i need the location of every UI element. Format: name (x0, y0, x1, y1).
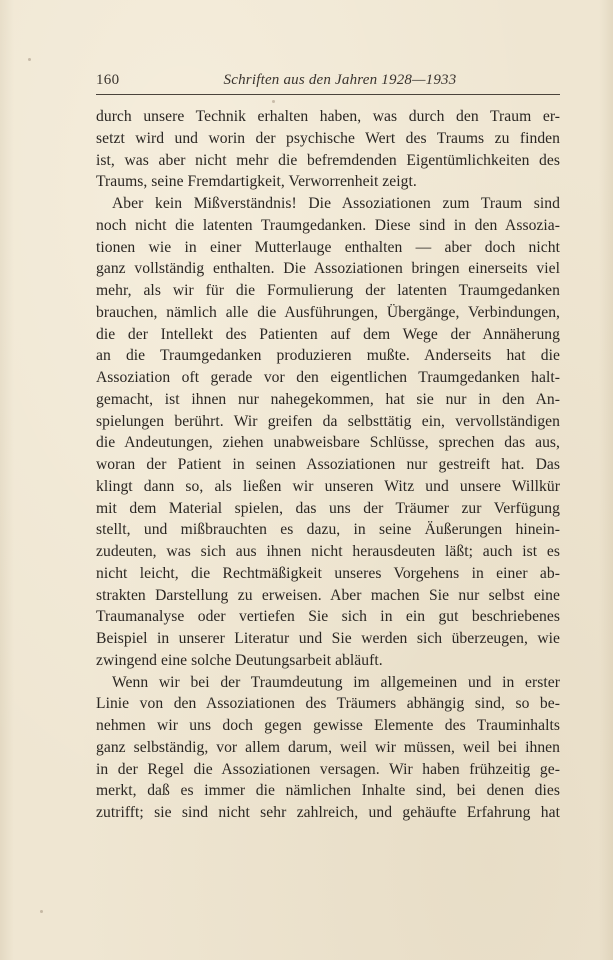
text-line: Wenn wir bei der Traumdeutung im allgemeinen und in erster (112, 673, 560, 691)
text-line: die Andeutungen, ziehen unabweisbare Schlüsse, sprechen das aus, (96, 434, 560, 452)
text-line: die der Intellekt des Patienten auf dem Wege der Annäherung (96, 325, 560, 343)
text-line: ganz selbständig, vor allem darum, weil wir müssen, weil bei ihnen (96, 738, 560, 756)
running-title: Schriften aus den Jahren 1928—1933 (223, 72, 457, 88)
text-line: stellt, und mißbrauchten es dazu, in seine Äußerungen hinein- (96, 521, 560, 539)
text-line: noch nicht die latenten Traumgedanken. Diese sind in den Assozia- (96, 216, 560, 234)
text-line: woran der Patient in seinen Assoziationen nur gestreift hat. Das (96, 456, 560, 473)
text-line: tionen wie in einer Mutterlauge enthalten — aber doch nicht (96, 238, 560, 256)
text-line: Beispiel in unserer Literatur und Sie werden sich überzeugen, wie (96, 630, 560, 647)
text-line: setzt wird und worin der psychische Wert des Traums zu finden (96, 129, 560, 147)
text-line: brauchen, nämlich alle die Ausführungen, Übergänge, Verbindungen, (96, 303, 560, 321)
text-line: an die Traumgedanken produzieren mußte. Anderseits hat die (96, 347, 560, 365)
page-number: 160 (96, 72, 120, 88)
paper-speck (28, 58, 31, 61)
text-line: klingt dann so, als ließen wir unseren Witz und unsere Willkür (96, 477, 560, 495)
text-line: zwingend eine solche Deutungsarbeit abläuft. (96, 651, 383, 669)
paragraph-2 (96, 193, 560, 672)
header-rule (96, 94, 560, 95)
paragraph-1 (96, 106, 560, 193)
text-line: zudeuten, was sich aus ihnen nicht herausdeuten läßt; auch ist es (96, 543, 560, 560)
text-line: ganz vollständig enthalten. Die Assoziationen bringen einerseits viel (96, 260, 560, 278)
text-line: nehmen wir uns doch gegen gewisse Elemente des Trauminhalts (96, 717, 560, 734)
text-line: gemacht, ist ihnen nur nahegekommen, hat sie nur in den An- (96, 390, 560, 408)
text-line: nicht leicht, die Rechtmäßigkeit unseres Vorgehens in einer ab- (96, 564, 560, 582)
text-line: mit dem Material spielen, das uns der Träumer zur Verfügung (96, 499, 560, 517)
paper-speck (272, 100, 275, 103)
text-line: durch unsere Technik erhalten haben, was durch den Traum er- (96, 108, 560, 125)
running-head (96, 70, 560, 92)
text-line: zutrifft; sie sind nicht sehr zahlreich, und gehäufte Erfahrung hat (96, 804, 560, 821)
text-line: Traumanalyse oder vertiefen Sie sich in ein gut beschriebenes (96, 608, 560, 626)
text-line: strakten Darstellung zu erweisen. Aber machen Sie nur selbst eine (96, 586, 560, 604)
paper-speck (40, 910, 43, 913)
text-line: ist, was aber nicht mehr die befremdenden Eigentümlichkeiten des (96, 151, 560, 169)
text-line: Linie von den Assoziationen des Träumers abhängig sind, so be- (96, 695, 560, 713)
text-line: Traums, seine Fremdartigkeit, Verworrenheit zeigt. (96, 173, 417, 191)
text-line: spielungen berührt. Wir greifen da selbsttätig ein, vervollständigen (96, 412, 560, 430)
paragraph-3 (96, 672, 560, 824)
text-line: Aber kein Mißverständnis! Die Assoziationen zum Traum sind (112, 195, 560, 212)
text-line: mehr, als wir für die Formulierung der latenten Traumgedanken (96, 282, 560, 299)
text-line: in der Regel die Assoziationen versagen. Wir haben frühzeitig ge- (96, 760, 560, 778)
text-line: Assoziation oft gerade vor den eigentlichen Traumgedanken halt- (96, 369, 560, 386)
text-line: merkt, daß es immer die nämlichen Inhalte sind, bei denen dies (96, 782, 560, 800)
body-text (96, 106, 560, 824)
